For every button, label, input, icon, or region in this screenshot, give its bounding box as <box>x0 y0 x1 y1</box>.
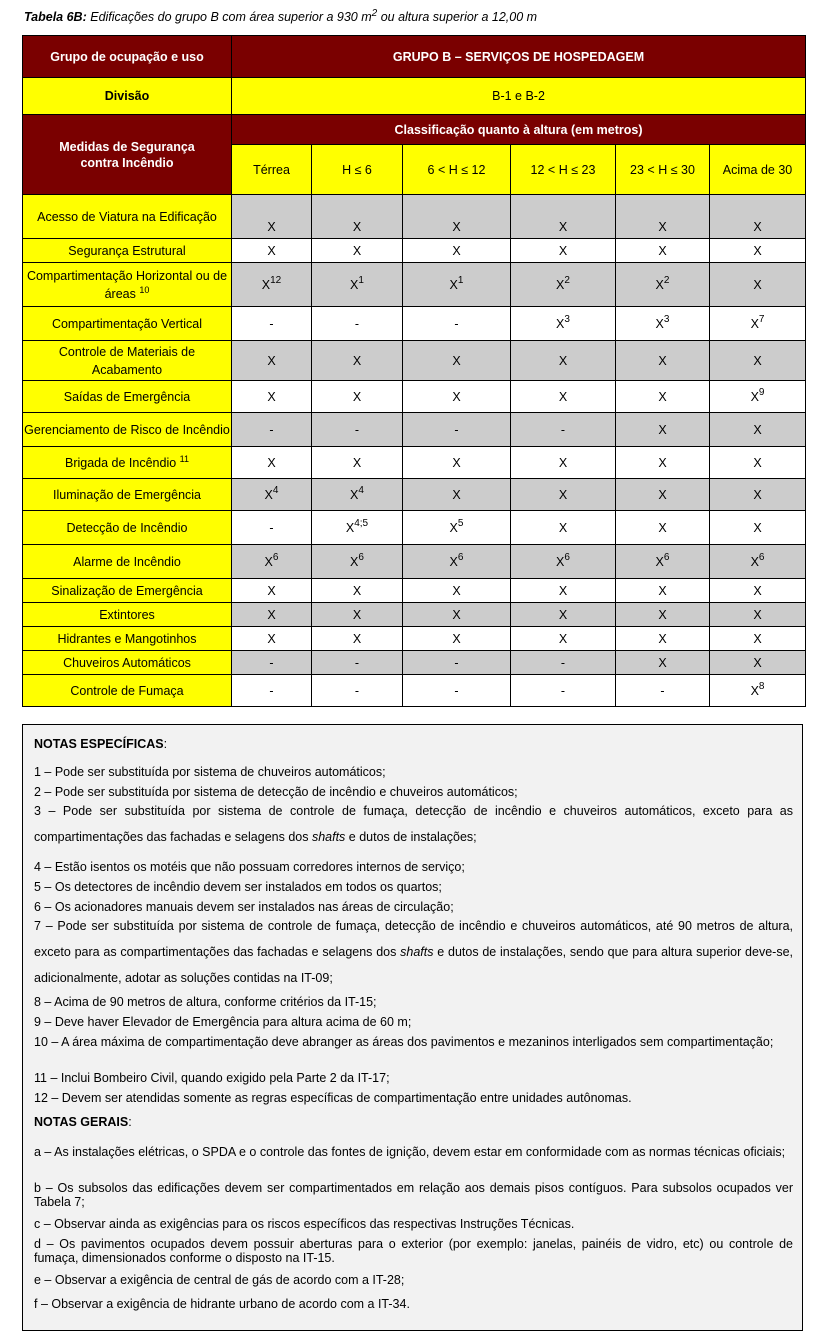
row-label: Extintores <box>23 603 232 627</box>
table-cell: X <box>710 511 806 545</box>
caption-text-after: ou altura superior a 12,00 m <box>377 10 538 25</box>
table-cell: X <box>312 381 403 413</box>
table-cell: - <box>511 651 616 675</box>
table-cell: $X^1$ <box>312 263 403 307</box>
general-note: f – Observar a exigência de hidrante urbano de acordo com a IT-34. <box>34 1297 410 1311</box>
table-cell: X <box>232 239 312 263</box>
table-cell: $X^{12}$ <box>232 263 312 307</box>
row-label: Saídas de Emergência <box>23 381 232 413</box>
table-cell: X <box>232 447 312 479</box>
table-cell: X <box>511 479 616 511</box>
table-cell: X <box>616 341 710 381</box>
general-note: c – Observar ainda as exigências para os riscos específicos das respectivas Instruções Técnicas. <box>34 1217 575 1231</box>
table-cell: X <box>312 627 403 651</box>
general-note: a – As instalações elétricas, o SPDA e o controle das fontes de ignição, devem estar em conformidade com as normas técnicas oficiais; <box>34 1145 786 1159</box>
row-label: Hidrantes e Mangotinhos <box>23 627 232 651</box>
column-header: 23 < H ≤ 30 <box>616 145 710 195</box>
table-cell: $X^2$ <box>616 263 710 307</box>
group-label: Grupo de ocupação e uso <box>23 36 232 78</box>
general-notes-title: NOTAS GERAIS: <box>34 1115 132 1129</box>
table-cell: X <box>312 579 403 603</box>
specific-note: 8 – Acima de 90 metros de altura, conforme critérios da IT-15; <box>34 995 377 1009</box>
table-cell: $X^6$ <box>616 545 710 579</box>
table-cell: X <box>232 381 312 413</box>
table-cell: X <box>403 447 511 479</box>
specific-note: 5 – Os detectores de incêndio devem ser instalados em todos os quartos; <box>34 880 442 894</box>
row-label: Iluminação de Emergência <box>23 479 232 511</box>
table-cell: X <box>511 603 616 627</box>
table-cell: - <box>403 651 511 675</box>
table-cell: $X^9$ <box>710 381 806 413</box>
division-value: B-1 e B-2 <box>232 78 806 115</box>
column-header: Acima de 30 <box>710 145 806 195</box>
specific-note: 2 – Pode ser substituída por sistema de detecção de incêndio e chuveiros automáticos; <box>34 785 518 799</box>
table-row <box>23 263 806 307</box>
caption-superscript: 2 <box>371 8 378 19</box>
row-label: Acesso de Viatura na Edificação <box>23 195 232 239</box>
table-cell: X <box>616 651 710 675</box>
measures-label: Medidas de Segurança contra Incêndio <box>23 115 232 195</box>
table-caption <box>24 8 537 24</box>
table-row <box>23 447 806 479</box>
table-cell: - <box>312 675 403 707</box>
table-cell: X <box>511 195 616 239</box>
table-cell: - <box>312 307 403 341</box>
table-cell: X <box>511 627 616 651</box>
table-row <box>23 627 806 651</box>
table-cell: - <box>616 675 710 707</box>
row-label: Detecção de Incêndio <box>23 511 232 545</box>
row-label: Gerenciamento de Risco de Incêndio <box>23 413 232 447</box>
table-cell: - <box>511 675 616 707</box>
specific-note: 7 – Pode ser substituída por sistema de controle de fumaça, detecção de incêndio e chuveiros automáticos, até 90 metros de altura, exceto para as compartimentações das fachadas e selagens dos shafts e dutos de instalações, sendo que para altura superior deve-se, adicionalmente, adotar as soluções contidas na IT-09; <box>34 919 793 985</box>
table-cell: X <box>710 603 806 627</box>
specific-note: 10 – A área máxima de compartimentação deve abranger as áreas dos pavimentos e mezaninos interligados sem compartimentação; <box>34 1035 774 1049</box>
table-cell: X <box>710 447 806 479</box>
table-row <box>23 307 806 341</box>
table-cell: X <box>312 603 403 627</box>
specific-notes-title: NOTAS ESPECÍFICAS: <box>34 737 168 751</box>
table-cell: X <box>403 627 511 651</box>
specific-note: 6 – Os acionadores manuais devem ser instalados nas áreas de circulação; <box>34 900 454 914</box>
table-cell: X <box>312 341 403 381</box>
table-cell: - <box>232 511 312 545</box>
table-cell: X <box>232 195 312 239</box>
column-header: 12 < H ≤ 23 <box>511 145 616 195</box>
table-cell: X <box>232 603 312 627</box>
table-row <box>23 239 806 263</box>
table-cell: X <box>710 651 806 675</box>
row-label: Compartimentação Vertical <box>23 307 232 341</box>
table-row <box>23 579 806 603</box>
column-header: H ≤ 6 <box>312 145 403 195</box>
table-cell: X <box>616 479 710 511</box>
table-cell: X <box>403 195 511 239</box>
table-cell: - <box>312 413 403 447</box>
table-row <box>23 651 806 675</box>
table-row <box>23 603 806 627</box>
table-cell: X <box>710 195 806 239</box>
table-cell: X <box>710 579 806 603</box>
table-cell: - <box>403 675 511 707</box>
row-label: Segurança Estrutural <box>23 239 232 263</box>
table-row <box>23 675 806 707</box>
column-header: 6 < H ≤ 12 <box>403 145 511 195</box>
specific-note: 3 – Pode ser substituída por sistema de controle de fumaça, detecção de incêndio e chuveiros automáticos, exceto para as compartimentações das fachadas e selagens dos shafts e dutos de instalações; <box>34 804 793 844</box>
table-row <box>23 381 806 413</box>
table-cell: X <box>403 341 511 381</box>
specific-note: 4 – Estão isentos os motéis que não possuam corredores internos de serviço; <box>34 860 465 874</box>
table-cell: X <box>616 195 710 239</box>
table-cell: X <box>403 381 511 413</box>
table-cell: X <box>232 579 312 603</box>
table-cell: - <box>232 651 312 675</box>
table-row <box>23 195 806 239</box>
row-label: Sinalização de Emergência <box>23 579 232 603</box>
table-cell: X <box>403 479 511 511</box>
row-label: Controle de Fumaça <box>23 675 232 707</box>
specific-note: 9 – Deve haver Elevador de Emergência para altura acima de 60 m; <box>34 1015 412 1029</box>
group-value: GRUPO B – SERVIÇOS DE HOSPEDAGEM <box>232 36 806 78</box>
table-row <box>23 545 806 579</box>
table-cell: $X^{4;5}$ <box>312 511 403 545</box>
table-cell: X <box>232 341 312 381</box>
table-cell: - <box>232 675 312 707</box>
table-cell: X <box>312 447 403 479</box>
table-cell: $X^6$ <box>511 545 616 579</box>
row-label: Alarme de Incêndio <box>23 545 232 579</box>
table-cell: - <box>403 413 511 447</box>
table-cell: X <box>710 413 806 447</box>
table-cell: $X^3$ <box>511 307 616 341</box>
table-cell: X <box>710 239 806 263</box>
table-cell: $X^3$ <box>616 307 710 341</box>
table-cell: $X^6$ <box>403 545 511 579</box>
table-cell: $X^6$ <box>312 545 403 579</box>
table-cell: X <box>616 239 710 263</box>
specific-note: 11 – Inclui Bombeiro Civil, quando exigido pela Parte 2 da IT-17; <box>34 1071 390 1085</box>
table-cell: - <box>232 413 312 447</box>
table-cell: X <box>710 627 806 651</box>
table-cell: $X^6$ <box>710 545 806 579</box>
table-cell: X <box>403 239 511 263</box>
row-label: Compartimentação Horizontal ou de áreas $^{10}$ <box>23 263 232 307</box>
column-header: Térrea <box>232 145 312 195</box>
general-note: d – Os pavimentos ocupados devem possuir aberturas para o exterior (por exemplo: janelas, painéis de vidro, etc) ou controle de fumaça, dimensionados conforme o disposto na IT-15. <box>34 1237 793 1265</box>
table-cell: X <box>616 381 710 413</box>
table-cell: X <box>232 627 312 651</box>
table-cell: X <box>710 341 806 381</box>
table-cell: $X^6$ <box>232 545 312 579</box>
table-cell: X <box>403 579 511 603</box>
table-cell: X <box>511 341 616 381</box>
general-note: b – Os subsolos das edificações devem ser compartimentados em relação aos demais pisos contíguos. Para subsolos ocupados ver Tabela 7; <box>34 1181 793 1209</box>
table-cell: X <box>511 239 616 263</box>
table-cell: X <box>511 511 616 545</box>
table-row <box>23 479 806 511</box>
table-cell: X <box>312 239 403 263</box>
table-cell: $X^8$ <box>710 675 806 707</box>
row-label: Chuveiros Automáticos <box>23 651 232 675</box>
table-row <box>23 413 806 447</box>
row-label: Controle de Materiais de Acabamento <box>23 341 232 381</box>
caption-label: Tabela 6B: <box>24 10 87 25</box>
table-cell: X <box>616 511 710 545</box>
table-row <box>23 341 806 381</box>
table-cell: - <box>511 413 616 447</box>
table-cell: X <box>616 627 710 651</box>
table-cell: $X^7$ <box>710 307 806 341</box>
table-cell: - <box>403 307 511 341</box>
specific-note: 12 – Devem ser atendidas somente as regras específicas de compartimentação entre unidades autônomas. <box>34 1091 632 1105</box>
table-cell: $X^4$ <box>232 479 312 511</box>
division-label: Divisão <box>23 78 232 115</box>
classification-label: Classificação quanto à altura (em metros) <box>232 115 806 145</box>
notes-panel <box>22 724 803 1331</box>
table-cell: $X^2$ <box>511 263 616 307</box>
table-cell: X <box>511 381 616 413</box>
caption-text: Edificações do grupo B com área superior a 930 m <box>86 10 372 25</box>
row-label: Brigada de Incêndio $^{11}$ <box>23 447 232 479</box>
table-cell: X <box>710 479 806 511</box>
table-cell: X <box>616 447 710 479</box>
table-cell: X <box>403 603 511 627</box>
table-cell: - <box>312 651 403 675</box>
general-note: e – Observar a exigência de central de gás de acordo com a IT-28; <box>34 1273 405 1287</box>
table-cell: X <box>511 579 616 603</box>
table-cell: X <box>616 603 710 627</box>
safety-measures-table <box>22 35 806 707</box>
table-cell: X <box>511 447 616 479</box>
specific-note: 1 – Pode ser substituída por sistema de chuveiros automáticos; <box>34 765 386 779</box>
table-cell: $X^1$ <box>403 263 511 307</box>
table-cell: X <box>710 263 806 307</box>
table-cell: $X^4$ <box>312 479 403 511</box>
table-cell: X <box>616 579 710 603</box>
table-row <box>23 511 806 545</box>
table-cell: - <box>232 307 312 341</box>
table-cell: X <box>616 413 710 447</box>
table-cell: X <box>312 195 403 239</box>
table-cell: $X^5$ <box>403 511 511 545</box>
